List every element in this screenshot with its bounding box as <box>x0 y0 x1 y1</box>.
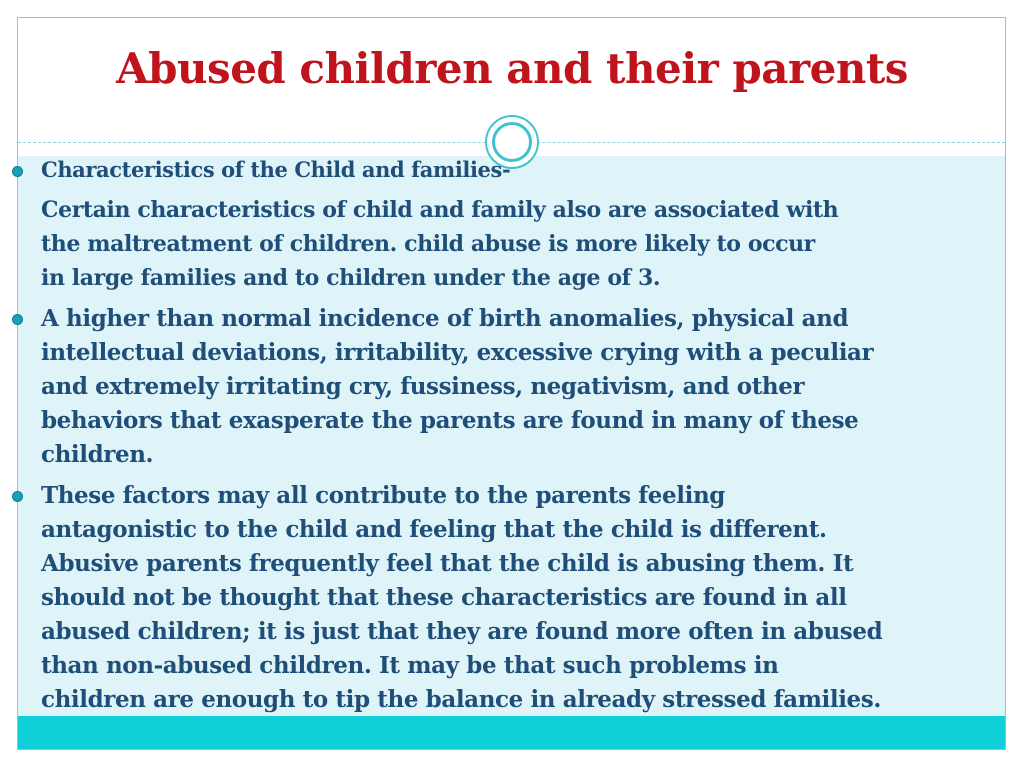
bullet-line: A higher than normal incidence of birth anomalies, physical and <box>41 305 849 332</box>
bullet-icon <box>12 491 23 502</box>
bullet-line: Characteristics of the Child and families- <box>41 157 511 182</box>
bullet-line: Abusive parents frequently feel that the child is abusing them. It <box>41 550 854 577</box>
bullet-icon <box>12 166 23 177</box>
bullet-line: children are enough to tip the balance in already stressed families. <box>41 686 881 713</box>
bullet-icon <box>12 314 23 325</box>
bullet-line: children. <box>41 441 154 468</box>
bullet-subline: Certain characteristics of child and family also are associated with <box>41 197 839 223</box>
bullet-line: and extremely irritating cry, fussiness, negativism, and other <box>41 373 805 400</box>
bullet-line: behaviors that exasperate the parents are found in many of these <box>41 407 859 434</box>
slide-title: Abused children and their parents <box>116 44 908 93</box>
bullet-line: intellectual deviations, irritability, excessive crying with a peculiar <box>41 339 874 366</box>
bullet-line: than non-abused children. It may be that such problems in <box>41 652 779 679</box>
bullet-line: abused children; it is just that they are found more often in abused <box>41 618 883 645</box>
bullet-line: should not be thought that these characteristics are found in all <box>41 584 847 611</box>
bullet-line: These factors may all contribute to the parents feeling <box>41 482 725 509</box>
bullet-line: antagonistic to the child and feeling that the child is different. <box>41 516 827 543</box>
bullet-subline: the maltreatment of children. child abuse is more likely to occur <box>41 231 815 257</box>
bullet-subline: in large families and to children under the age of 3. <box>41 265 661 291</box>
